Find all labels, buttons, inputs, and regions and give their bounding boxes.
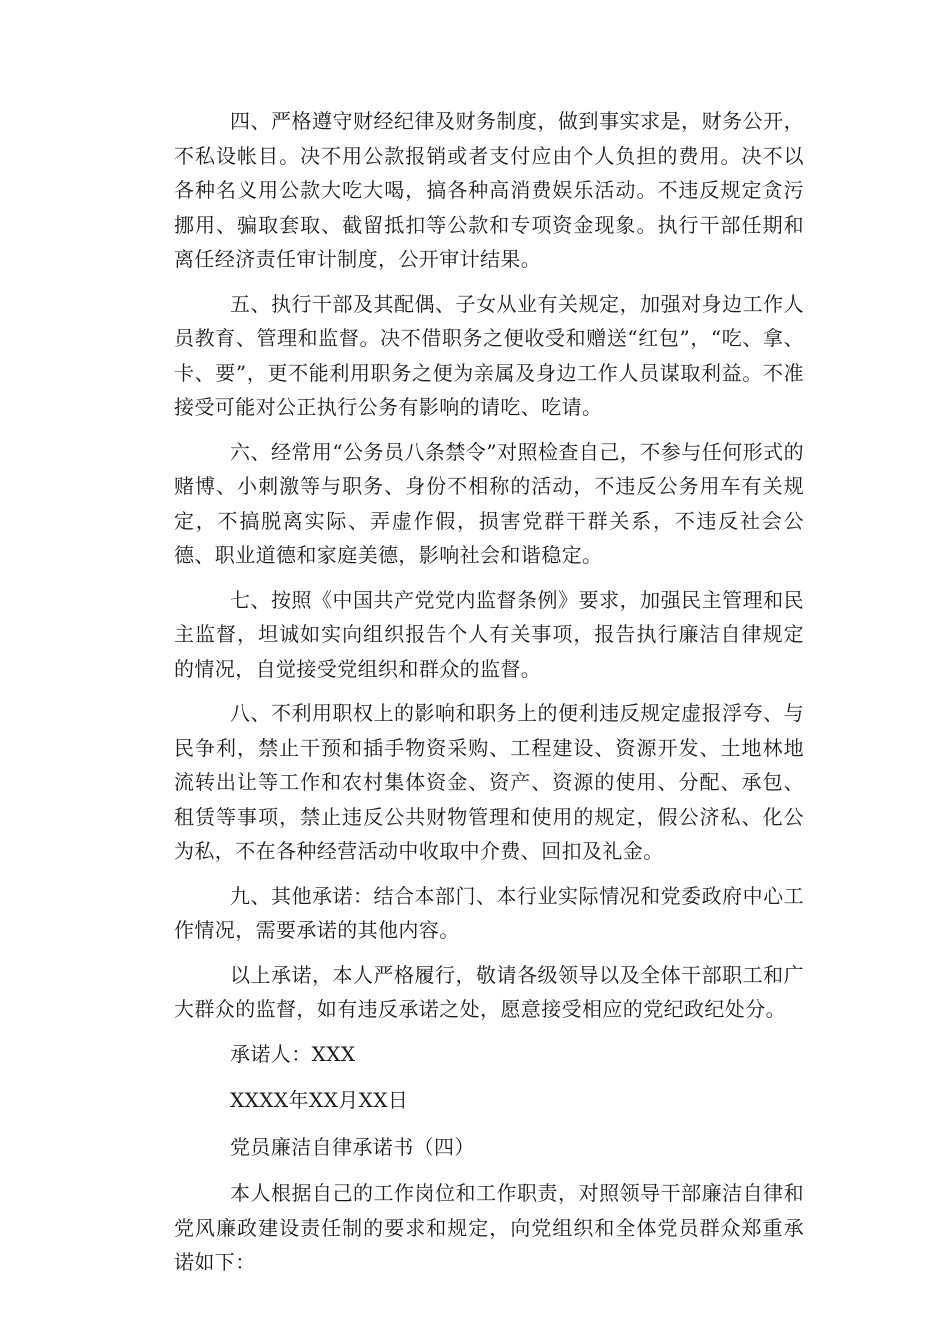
paragraph-section-4: 四、严格遵守财经纪律及财务制度，做到事实求是，财务公开，不私设帐目。决不用公款报销或者支付应由个人负担的费用。决不以各种名义用公款大吃大喝，搞各种高消费娱乐活动。不违反规定贪污挪用、骗取套取、截留抵扣等公款和专项资金现象。执行干部任期和离任经济责任审计制度，公开审计结果。 <box>174 109 804 271</box>
paragraph-section-8: 八、不利用职权上的影响和职务上的便利违反规定虚报浮夸、与民争利，禁止干预和插手物资采购、工程建设、资源开发、土地林地流转出让等工作和农村集体资金、资产、资源的使用、分配、承包、租赁等事项，禁止违反公共财物管理和使用的规定，假公济私、化公为私，不在各种经营活动中收取中介费、回扣及礼金。 <box>174 701 804 863</box>
paragraph-section-7: 七、按照《中国共产党党内监督条例》要求，加强民主管理和民主监督，坦诚如实向组织报告个人有关事项，报告执行廉洁自律规定的情况，自觉接受党组织和群众的监督。 <box>174 587 804 681</box>
paragraph-section-9: 九、其他承诺：结合本部门、本行业实际情况和党委政府中心工作情况，需要承诺的其他内容。 <box>174 883 804 942</box>
date-line: XXXX年XX月XX日 <box>230 1088 409 1112</box>
document-body <box>174 104 804 1290</box>
paragraph-intro: 本人根据自己的工作岗位和工作职责，对照领导干部廉洁自律和党风廉政建设责任制的要求和规定，向党组织和全体党员群众郑重承诺如下： <box>174 1181 804 1274</box>
paragraph-section-5: 五、执行干部及其配偶、子女从业有关规定，加强对身边工作人员教育、管理和监督。决不借职务之便收受和赠送“红包”，“吃、拿、卡、要”，更不能利用职务之便为亲属及身边工作人员谋取利益。不准接受可能对公正执行公务有影响的请吃、吃请。 <box>174 291 804 419</box>
paragraph-section-6: 六、经常用“公务员八条禁令”对照检查自己，不参与任何形式的赌博、小刺激等与职务、身份不相称的活动，不违反公务用车有关规定，不搞脱离实际、弄虚作假，损害党群干群关系，不违反社会公德、职业道德和家庭美德，影响社会和谐稳定。 <box>174 439 804 567</box>
paragraph-closing: 以上承诺，本人严格履行，敬请各级领导以及全体干部职工和广大群众的监督，如有违反承诺之处，愿意接受相应的党纪政纪处分。 <box>174 962 804 1021</box>
section-title: 党员廉洁自律承诺书（四） <box>230 1134 475 1159</box>
signer-line: 承诺人：XXX <box>230 1041 356 1066</box>
